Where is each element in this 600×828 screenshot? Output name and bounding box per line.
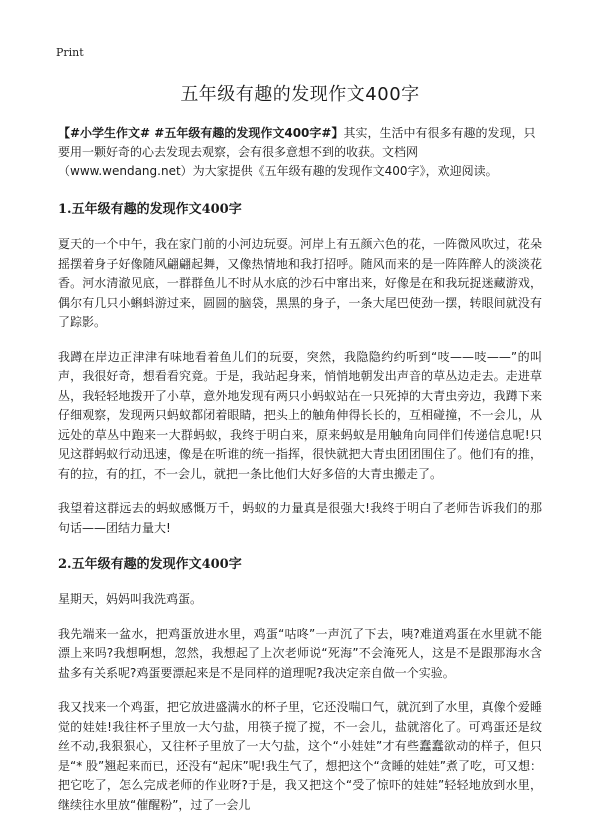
- section-1-paragraph-2: 我蹲在岸边正津津有味地看着鱼儿们的玩耍，突然，我隐隐约约听到“吱——吱——”的叫声，我很好奇，想看看究竟。于是，我站起身来，悄悄地朝发出声音的草丛边走去。走进草丛，我轻轻地拨开了小草，意外地发现有两只小蚂蚁站在一只死掉的大青虫旁边，我蹲下来仔细观察，发现两只蚂蚁都闭着眼睛，把头上的触角伸得长长的，互相碰撞，不一会儿，从远处的草丛中跑来一大群蚂蚁，我终于明白来，原来蚂蚁是用触角向同伴们传递信息呢!只见这群蚂蚁行动迅速，像是在听谁的统一指挥，很快就把大青虫团团围住了。他们有的推，有的拉，有的扛，不一会儿，就把一条比他们大好多倍的大青虫搬走了。: [58, 349, 542, 481]
- section-2-heading: 2.五年级有趣的发现作文400字: [58, 557, 242, 572]
- section-1-heading: 1.五年级有趣的发现作文400字: [58, 202, 242, 217]
- article-title: 五年级有趣的发现作文400字: [180, 84, 420, 105]
- section-1-paragraph-1: 夏天的一个中午，我在家门前的小河边玩耍。河岸上有五颜六色的花，一阵微风吹过，花朵摇摆着身子好像随风翩翩起舞，又像热情地和我打招呼。随风而来的是一阵阵醉人的淡淡花香。河水清澈见底，一群群鱼儿不时从水底的沙石中窜出来，好像是在和我玩捉迷藏游戏，偶尔有几只小蝌蚪游过来，圆圆的脑袋，黑黑的身子，一条大尾巴使劲一摆，转眼间就没有了踪影。: [58, 237, 542, 329]
- intro-text: 其实，生活中有很多有趣的发现，只要用一颗好奇的心去发现去观察，会有很多意想不到的收获。文档网（www.wendang.net）为大家提供《五年级有趣的发现作文400字》，欢迎阅读。: [58, 126, 536, 178]
- section-1-paragraph-3: 我望着这群远去的蚂蚁感慨万千，蚂蚁的力量真是很强大!我终于明白了老师告诉我们的那句话——团结力量大!: [58, 501, 542, 535]
- section-2-paragraph-1: 星期天，妈妈叫我洗鸡蛋。: [58, 592, 203, 606]
- intro-paragraph: [58, 124, 542, 181]
- section-2-paragraph-3: 我又找来一个鸡蛋，把它放进盛满水的杯子里，它还没喘口气，就沉到了水里，真像个爱睡觉的娃娃!我往杯子里放一大勺盐，用筷子搅了搅，不一会儿，盐就溶化了。可鸡蛋还是纹丝不动,我狠狠心，又往杯子里放了一大勺盐，这个“小娃娃”才有些蠢蠢欲动的样子，但只是“* 股”翘起来而已，还没有“起床”呢!我生气了，想把这个“贪睡的娃娃”煮了吃，可又想：把它吃了，怎么完成老师的作业呀?于是，我又把这个“受了惊吓的娃娃”轻轻地放到水里，继续往水里放“催醒粉”，过了一会儿: [58, 700, 542, 812]
- print-label: Print: [56, 46, 84, 59]
- intro-tag: 【#小学生作文# #五年级有趣的发现作文400字#】: [58, 126, 344, 140]
- section-2-paragraph-2: 我先端来一盆水，把鸡蛋放进水里，鸡蛋“咕咚”一声沉了下去，咦?难道鸡蛋在水里就不能漂上来吗?我想啊想，忽然，我想起了上次老师说“死海”不会淹死人，这是不是跟那海水含盐多有关系呢?鸡蛋要漂起来是不是同样的道理呢?我决定亲自做一个实验。: [58, 626, 542, 680]
